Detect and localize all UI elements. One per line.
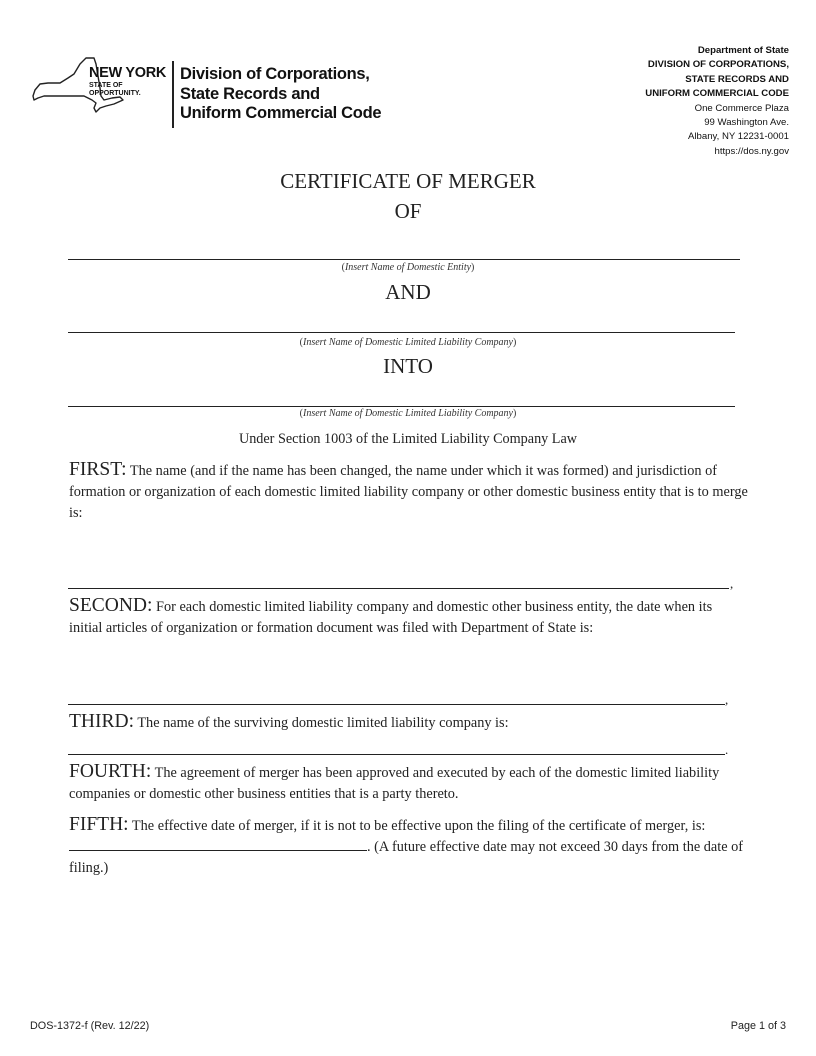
first-comma: , bbox=[730, 576, 734, 591]
and-label: AND bbox=[385, 280, 431, 304]
fourth-text: The agreement of merger has been approved and executed by each of the domestic limited liability companies or domestic other business entities that is a party thereto. bbox=[69, 765, 720, 802]
form-title-of: OF bbox=[394, 199, 422, 223]
statute-reference: Under Section 1003 of the Limited Liability Company Law bbox=[238, 431, 578, 447]
surviving-llc-caption: (Insert Name of Domestic Limited Liability Company) bbox=[299, 408, 517, 419]
form-title: CERTIFICATE OF MERGER bbox=[280, 169, 536, 193]
domestic-entity-caption: (Insert Name of Domestic Entity) bbox=[341, 262, 475, 273]
agency-address bbox=[645, 44, 789, 159]
address-website[interactable]: https://dos.ny.gov bbox=[714, 145, 789, 157]
first-text: The name (and if the name has been changed, the name under which it was formed) and jurisdiction of formation or organization of each domestic limited liability company or other domestic business entity that is to merge is: bbox=[69, 463, 748, 521]
surviving-llc-name-field[interactable] bbox=[68, 406, 735, 407]
fifth-label: FIFTH: bbox=[69, 814, 129, 835]
into-label: INTO bbox=[383, 354, 433, 378]
address-city: Albany, NY 12231-0001 bbox=[688, 131, 789, 143]
fourth-label: FOURTH: bbox=[69, 761, 152, 782]
first-paragraph bbox=[69, 460, 749, 523]
domestic-llc-name-field[interactable] bbox=[68, 332, 735, 333]
third-label: THIRD: bbox=[69, 711, 134, 732]
division-line2: State Records and bbox=[180, 84, 320, 103]
first-label: FIRST: bbox=[69, 459, 127, 480]
third-answer-field[interactable] bbox=[68, 754, 725, 755]
page-number: Page 1 of 3 bbox=[730, 1020, 786, 1032]
second-label: SECOND: bbox=[69, 595, 153, 616]
address-street1: One Commerce Plaza bbox=[694, 102, 789, 114]
first-answer-field[interactable] bbox=[68, 588, 729, 589]
address-line2: DIVISION OF CORPORATIONS, bbox=[647, 59, 789, 71]
effective-date-field[interactable] bbox=[69, 837, 367, 851]
logo-divider bbox=[172, 61, 174, 128]
third-paragraph bbox=[69, 712, 749, 734]
logo-tagline-line1: STATE OF bbox=[89, 82, 123, 89]
domestic-entity-name-field[interactable] bbox=[68, 259, 740, 260]
form-number: DOS-1372-f (Rev. 12/22) bbox=[30, 1020, 150, 1032]
logo-state-name: NEW YORK bbox=[89, 65, 167, 81]
second-comma: , bbox=[725, 692, 729, 707]
address-line3: STATE RECORDS AND bbox=[685, 73, 789, 85]
second-text: For each domestic limited liability company and domestic other business entity, the date when its initial articles of organization or formation document was filed with Department of State is: bbox=[69, 599, 713, 636]
division-line1: Division of Corporations, bbox=[180, 65, 370, 83]
logo-tagline-line2: OPPORTUNITY. bbox=[89, 90, 141, 97]
division-line3: Uniform Commercial Code bbox=[180, 104, 382, 122]
address-line4: UNIFORM COMMERCIAL CODE bbox=[645, 88, 789, 100]
third-text: The name of the surviving domestic limited liability company is: bbox=[134, 715, 509, 731]
fifth-text-b: . (A future effective date may not exceed 30 days from the date of filing.) bbox=[69, 838, 744, 876]
second-answer-field[interactable] bbox=[68, 704, 725, 705]
fourth-paragraph bbox=[69, 762, 749, 805]
domestic-llc-caption: (Insert Name of Domestic Limited Liability Company) bbox=[299, 337, 517, 348]
logo-tagline bbox=[89, 82, 169, 98]
address-department: Department of State bbox=[697, 45, 789, 56]
logo-division-name bbox=[180, 65, 420, 124]
fifth-paragraph bbox=[69, 815, 749, 878]
third-period: . bbox=[725, 742, 729, 757]
second-paragraph bbox=[69, 596, 749, 639]
address-street2: 99 Washington Ave. bbox=[704, 117, 789, 129]
fifth-text-a: The effective date of merger, if it is not to be effective upon the filing of the certificate of merger, is: bbox=[128, 818, 706, 834]
